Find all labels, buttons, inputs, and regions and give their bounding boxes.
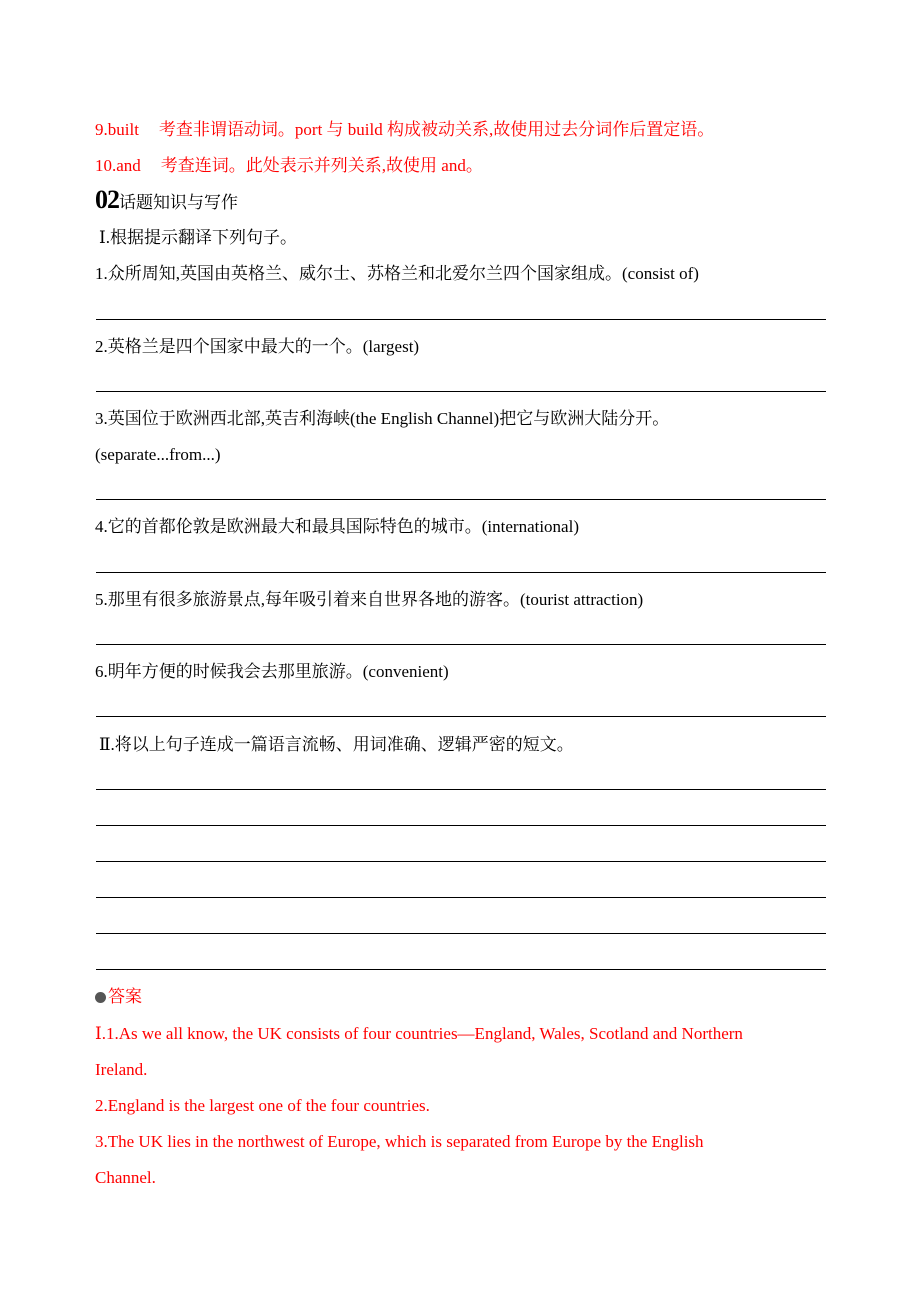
explanation-text: 考查非谓语动词。port 与 build 构成被动关系,故使用过去分词作后置定语。 <box>158 120 715 139</box>
answer-icon <box>95 992 106 1003</box>
section-number: 02 <box>95 185 119 214</box>
answer-heading <box>95 987 142 1007</box>
question-1: 1.众所周知,英国由英格兰、威尔士、苏格兰和北爱尔兰四个国家组成。(consist of) <box>95 264 699 283</box>
writing-line[interactable] <box>96 861 826 862</box>
answer-line-text: Channel. <box>95 1168 156 1187</box>
question-4: 4.它的首都伦敦是欧洲最大和最具国际特色的城市。(international) <box>95 517 579 536</box>
section-heading <box>95 186 238 217</box>
answer-line[interactable] <box>96 572 826 573</box>
explanation-9 <box>95 120 714 140</box>
answer-line[interactable] <box>96 391 826 392</box>
answer-label: 10.and <box>95 156 141 175</box>
part2-heading: Ⅱ.将以上句子连成一篇语言流畅、用词准确、逻辑严密的短文。 <box>99 735 574 754</box>
question-2: 2.英格兰是四个国家中最大的一个。(largest) <box>95 337 420 356</box>
answer-line-text: Ⅰ.1.As we all know, the UK consists of four countries—England, Wales, Scotland and Northern <box>95 1024 743 1043</box>
writing-line[interactable] <box>96 789 826 790</box>
part1-heading: Ⅰ.根据提示翻译下列句子。 <box>99 228 297 247</box>
explanation-10 <box>95 156 483 176</box>
explanation-text: 考查连词。此处表示并列关系,故使用 and。 <box>160 156 483 175</box>
question-3-hint: (separate...from...) <box>95 445 221 464</box>
question-3: 3.英国位于欧洲西北部,英吉利海峡(the English Channel)把它与欧洲大陆分开。 <box>95 409 670 428</box>
answer-line-text: 2.England is the largest one of the four countries. <box>95 1096 430 1115</box>
answer-line-text: Ireland. <box>95 1060 148 1079</box>
answer-label: 9.built <box>95 120 139 139</box>
writing-line[interactable] <box>96 933 826 934</box>
section-title: 话题知识与写作 <box>119 193 238 212</box>
answer-line[interactable] <box>96 644 826 645</box>
question-5: 5.那里有很多旅游景点,每年吸引着来自世界各地的游客。(tourist attraction) <box>95 590 644 609</box>
answer-line[interactable] <box>96 716 826 717</box>
answer-line-text: 3.The UK lies in the northwest of Europe, which is separated from Europe by the English <box>95 1132 704 1151</box>
writing-line[interactable] <box>96 825 826 826</box>
answer-title: 答案 <box>108 987 142 1006</box>
answer-line[interactable] <box>96 499 826 500</box>
writing-line[interactable] <box>96 969 826 970</box>
question-6: 6.明年方便的时候我会去那里旅游。(convenient) <box>95 662 449 681</box>
answer-line[interactable] <box>96 319 826 320</box>
writing-line[interactable] <box>96 897 826 898</box>
